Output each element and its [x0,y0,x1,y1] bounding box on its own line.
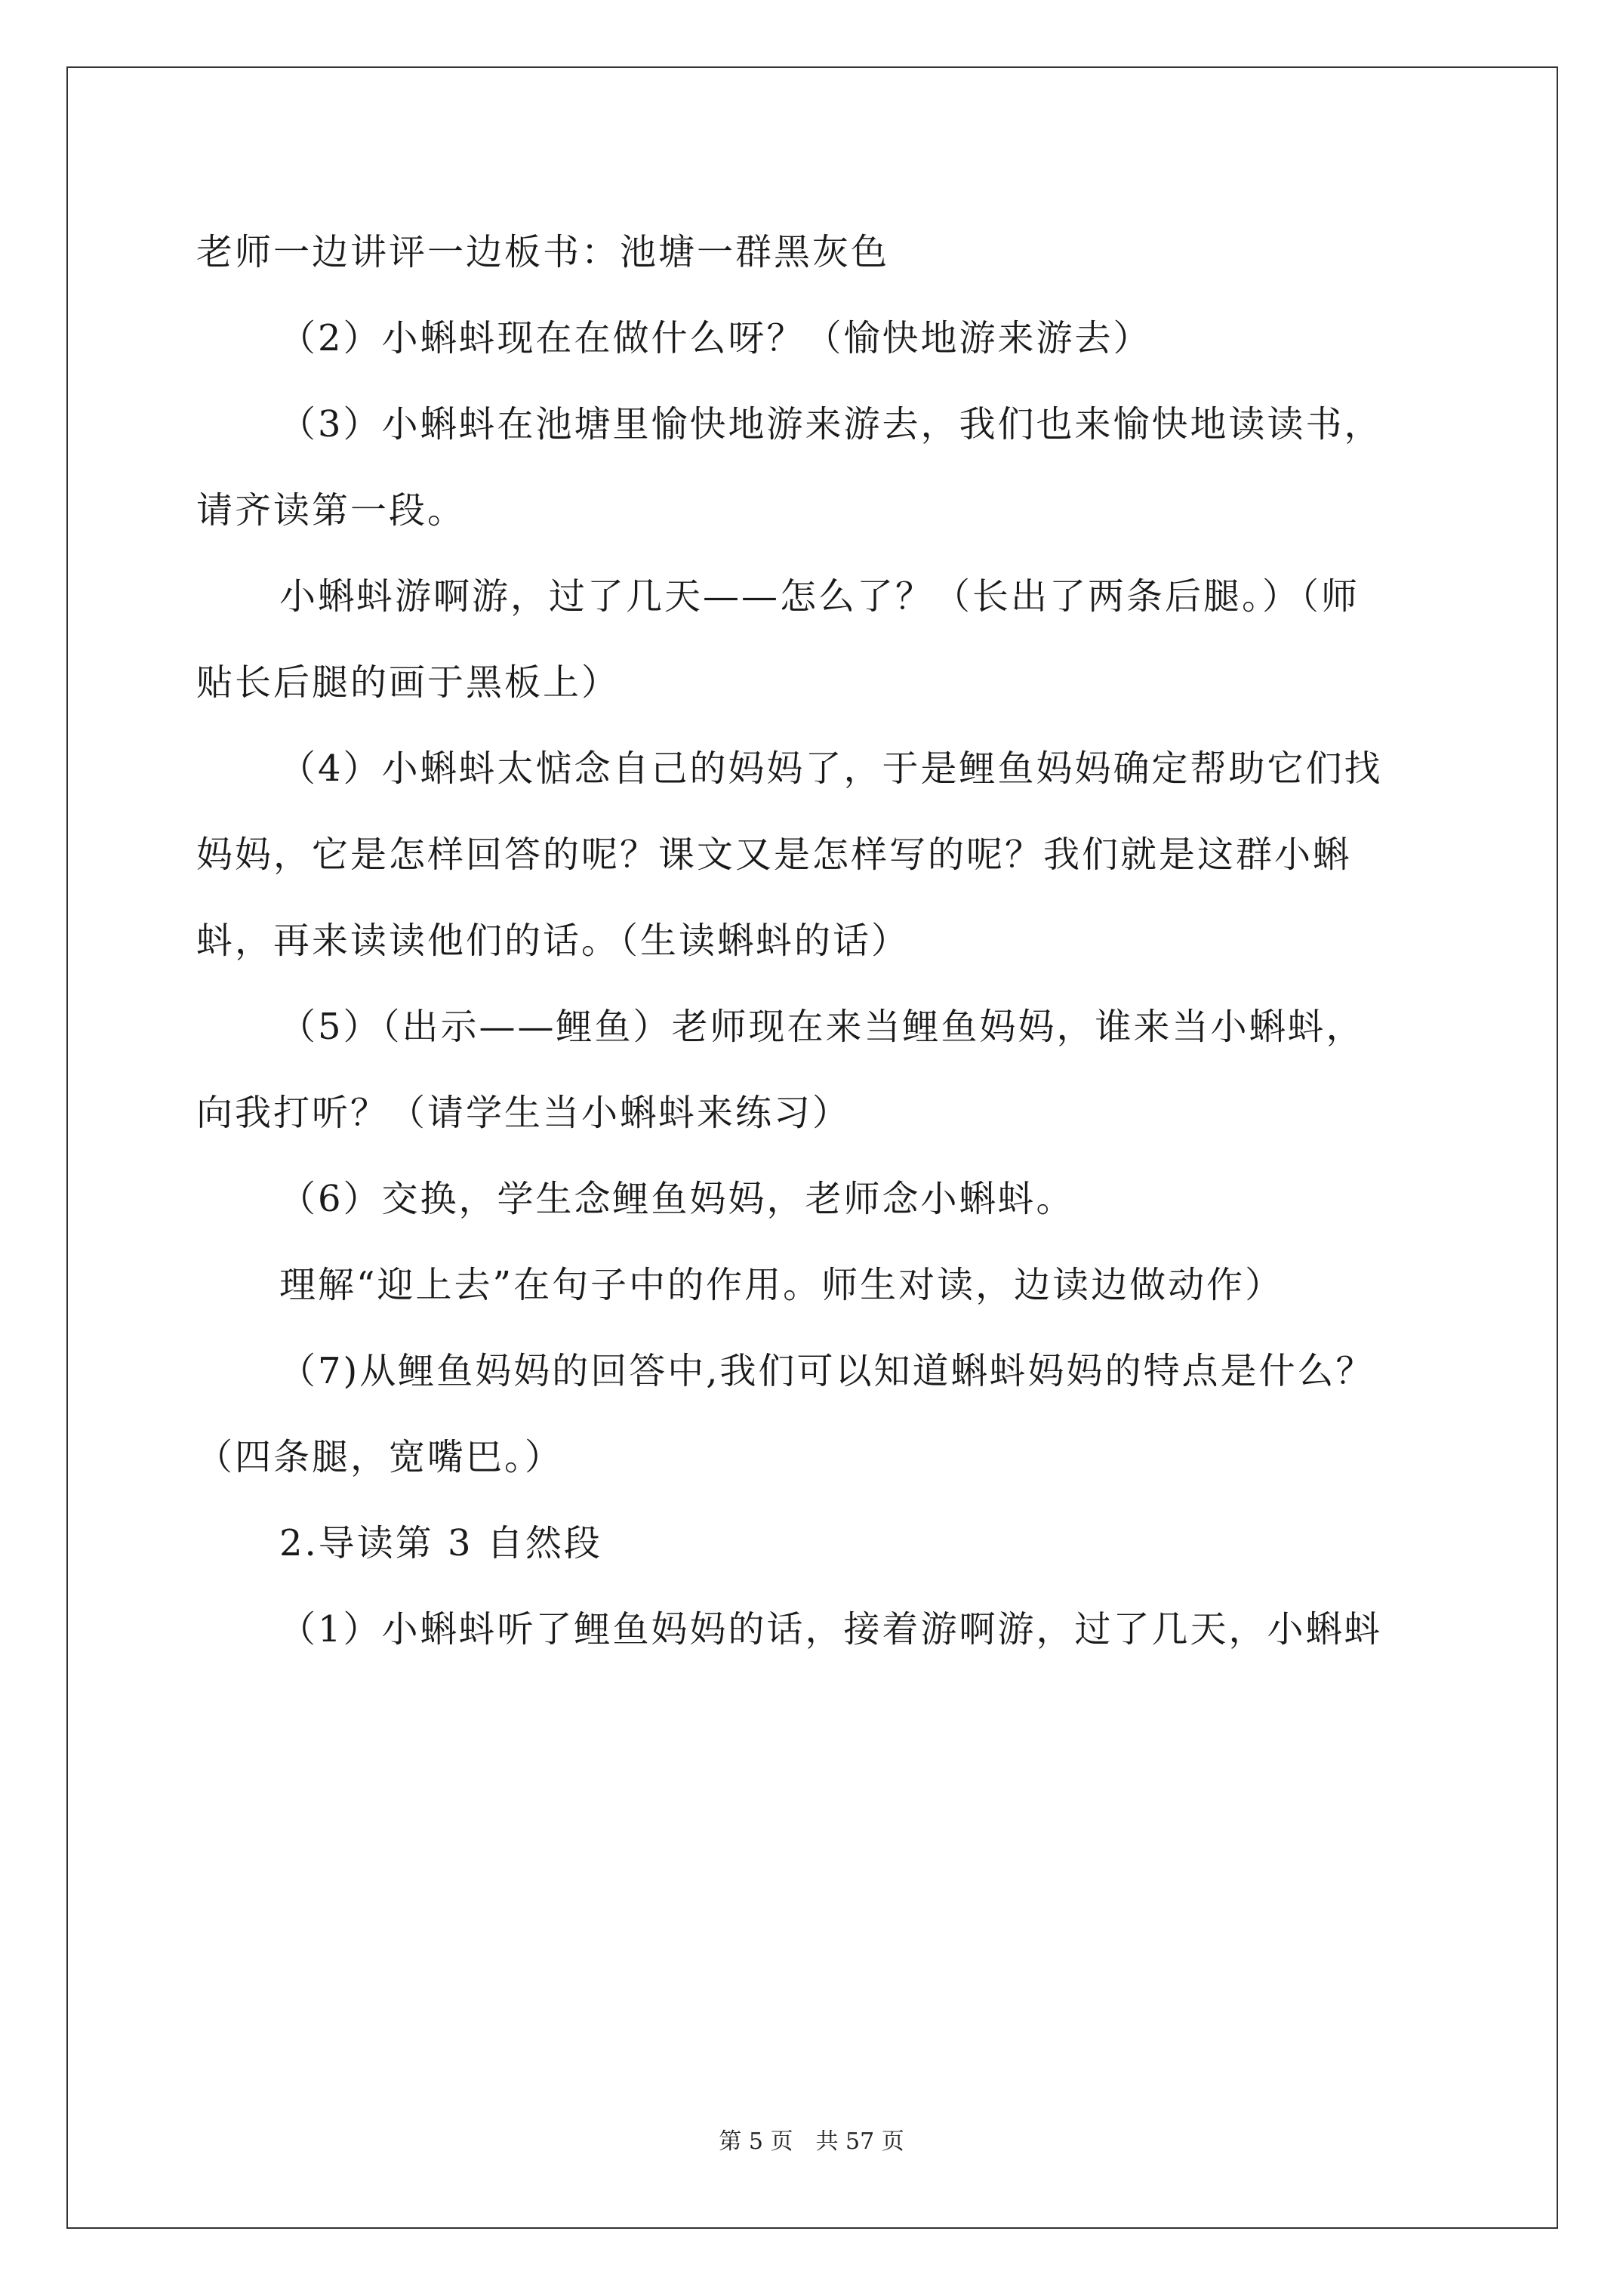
text-line: 向我打听？（请学生当小蝌蚪来练习） [196,1092,852,1134]
text-line: 老师一边讲评一边板书：池塘一群黑灰色 [196,231,890,273]
page-number-footer: 第 5 页 共 57 页 [719,2128,904,2155]
text-line: 妈妈，它是怎样回答的呢？课文又是怎样写的呢？我们就是这群小蝌 [196,834,1352,876]
text-line: （1）小蝌蚪听了鲤鱼妈妈的话，接着游啊游，过了几天，小蝌蚪 [279,1608,1383,1650]
text-line: （2）小蝌蚪现在在做什么呀？（愉快地游来游去） [279,317,1152,359]
text-line: （4）小蝌蚪太惦念自己的妈妈了，于是鲤鱼妈妈确定帮助它们找 [279,747,1383,790]
text-line: 请齐读第一段。 [196,489,467,532]
text-line: （7)从鲤鱼妈妈的回答中,我们可以知道蝌蚪妈妈的特点是什么？ [279,1350,1375,1392]
text-line: （3）小蝌蚪在池塘里愉快地游来游去，我们也来愉快地读读书， [279,403,1383,445]
text-line: 小蝌蚪游啊游，过了几天——怎么了？（长出了两条后腿。）（师 [279,575,1360,618]
text-line: 蚪，再来读读他们的话。（生读蝌蚪的话） [196,920,910,962]
page-border [66,66,1558,2229]
text-line: 2.导读第 3 自然段 [279,1522,602,1564]
text-line: 贴长后腿的画于黑板上） [196,661,621,704]
text-line: （5）（出示——鲤鱼）老师现在来当鲤鱼妈妈，谁来当小蝌蚪， [279,1006,1365,1048]
text-line: 理解“迎上去”在句子中的作用。师生对读，边读边做动作） [279,1264,1284,1306]
text-line: （6）交换，学生念鲤鱼妈妈，老师念小蝌蚪。 [279,1178,1075,1220]
text-line: （四条腿，宽嘴巴。） [196,1436,564,1478]
